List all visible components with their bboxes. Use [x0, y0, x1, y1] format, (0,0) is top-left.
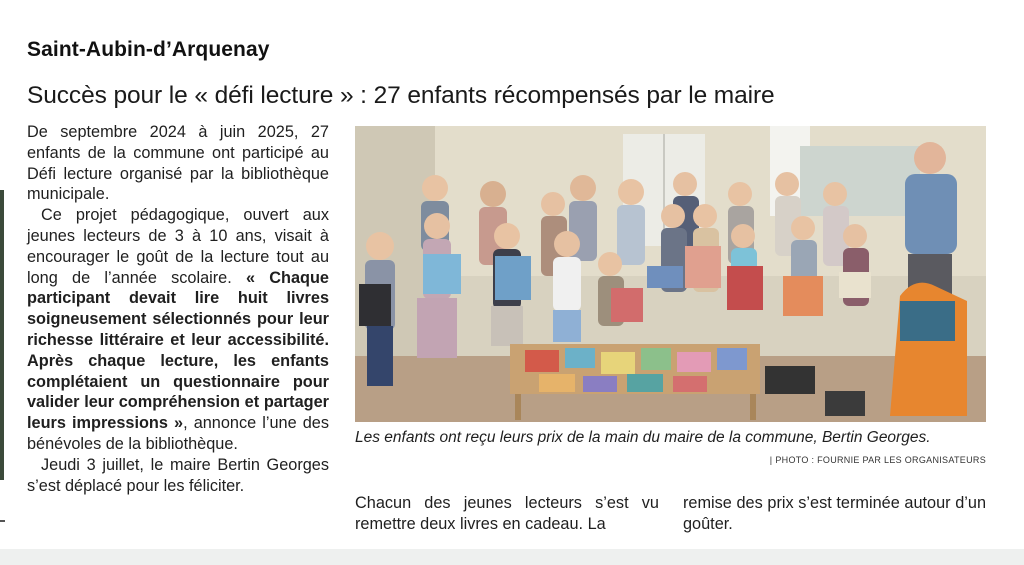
paragraph-mayor: Jeudi 3 juillet, le maire Bertin Georges s’est déplacé pour les féliciter.	[27, 455, 329, 495]
article-photo	[355, 126, 986, 422]
paragraph-gifts: Chacun des jeunes lecteurs s’est vu remettre deux livres en cadeau. La	[355, 494, 659, 533]
article-column-3	[683, 493, 986, 535]
project-text: Ce projet pédagogique, ouvert aux jeunes lecteurs de 3 à 10 ans, visait à encourager le goût de la lecture tout au long de l’année scolaire.	[27, 206, 329, 287]
photo-credit-text: PHOTO : FOURNIE PAR LES ORGANISATEURS	[775, 455, 986, 465]
paragraph-project	[27, 205, 329, 455]
photo-credit	[770, 455, 986, 465]
paragraph-snack: remise des prix s’est terminée autour d’un goûter.	[683, 494, 986, 533]
locality-heading: Saint-Aubin-d’Arquenay	[27, 38, 270, 61]
children-group-photo	[355, 126, 986, 422]
adjacent-article-edge	[0, 190, 4, 480]
quote-attribution: , annonce l’une des bénévoles de la bibliothèque.	[27, 414, 329, 453]
article-column-1	[27, 122, 329, 496]
paragraph-intro: De septembre 2024 à juin 2025, 27 enfants de la commune ont participé au Défi lecture organisé par la bibliothèque municipale.	[27, 123, 329, 204]
article-headline: Succès pour le « défi lecture » : 27 enfants récompensés par le maire	[27, 82, 775, 109]
article-column-2	[355, 493, 659, 535]
page-bottom-band	[0, 549, 1024, 565]
adjacent-article-mark	[0, 520, 5, 522]
photo-caption: Les enfants ont reçu leurs prix de la main du maire de la commune, Bertin Georges.	[355, 429, 931, 446]
volunteer-quote: « Chaque participant devait lire huit livres soigneusement sélectionnés pour leur richesse littéraire et leur accessibilité. Après chaque lecture, les enfants complétaient un questionnaire pour valider leur compréhension et partager leurs impressions »	[27, 268, 329, 433]
credit-separator: |	[769, 455, 773, 465]
